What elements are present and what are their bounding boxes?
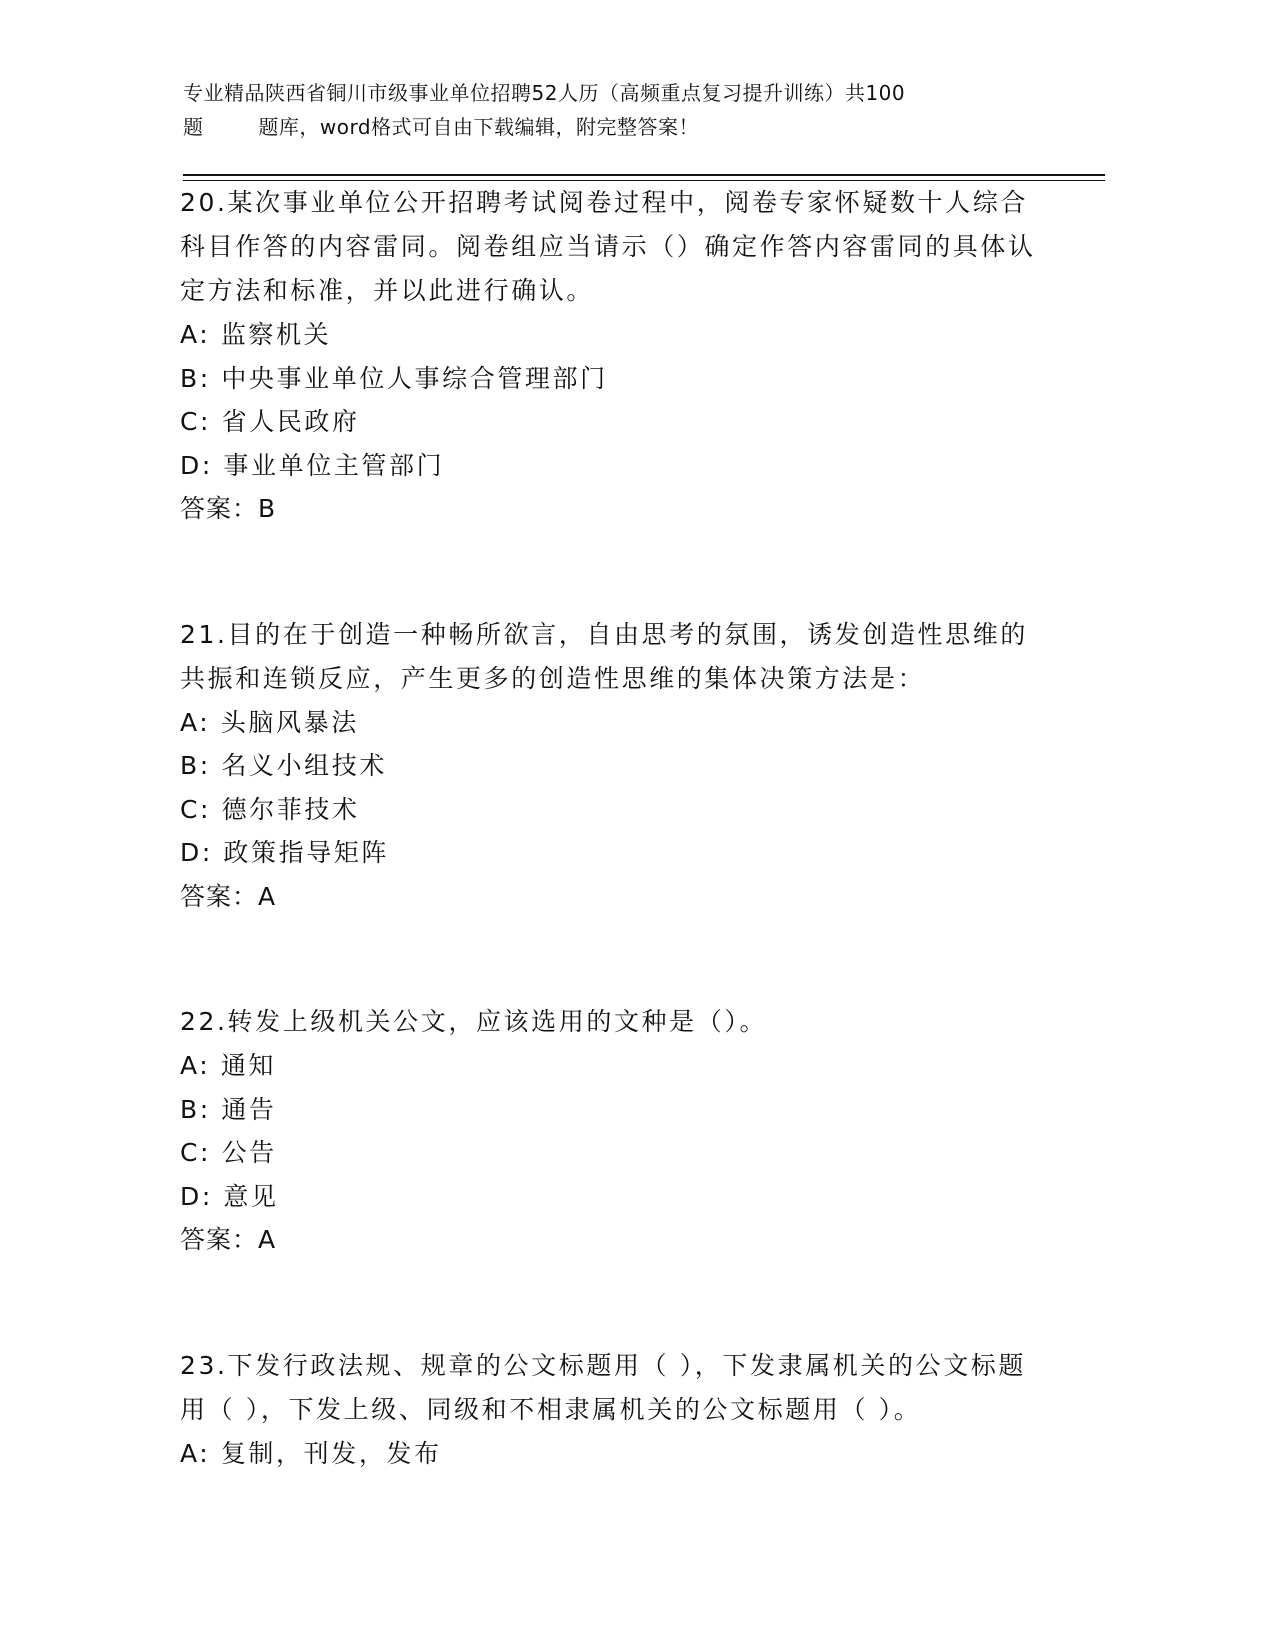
question-stem: 22.转发上级机关公文，应该选用的文种是（）。 (180, 1007, 768, 1036)
option-d: D: 政策指导矩阵 (180, 838, 390, 867)
option-a: A: 监察机关 (180, 320, 332, 349)
question-spacer (180, 1262, 1080, 1344)
option-c: C: 省人民政府 (180, 407, 360, 436)
answer-line: 答案：B (180, 494, 277, 523)
answer-line: 答案：A (180, 1225, 277, 1254)
option-c: C: 公告 (180, 1138, 277, 1167)
question-spacer (180, 531, 1080, 613)
document-header (183, 76, 1083, 144)
option-c: C: 德尔菲技术 (180, 794, 360, 824)
question-20 (180, 181, 1080, 531)
question-stem: 20.某次事业单位公开招聘考试阅卷过程中，阅卷专家怀疑数十人综合科目作答的内容雷同。阅卷组应当请示（）确定作答内容雷同的具体认定方法和标准，并以此进行确认。 (180, 188, 1036, 305)
question-22 (180, 1000, 1080, 1262)
option-b: B: 中央事业单位人事综合管理部门 (180, 363, 608, 393)
question-21 (180, 613, 1080, 919)
question-stem: 21.目的在于创造一种畅所欲言，自由思考的氛围，诱发创造性思维的共振和连锁反应，产生更多的创造性思维的集体决策方法是： (180, 619, 1028, 693)
option-d: D: 意见 (180, 1181, 279, 1211)
question-23 (180, 1344, 1080, 1476)
question-stem: 23.下发行政法规、规章的公文标题用（ ），下发隶属机关的公文标题用（ ），下发上级、同级和不相隶属机关的公文标题用（ ）。 (180, 1350, 1027, 1424)
header-title-line-1: 专业精品陕西省铜川市级事业单位招聘52人历（高频重点复习提升训练）共100 (183, 81, 906, 105)
option-b: B: 通告 (180, 1094, 277, 1124)
option-a: A: 通知 (180, 1051, 277, 1080)
option-a: A: 复制，刊发，发布 (180, 1438, 442, 1468)
question-list (180, 181, 1080, 1475)
header-title-line-2: 题 题库，word格式可自由下载编辑，附完整答案！ (183, 115, 700, 139)
option-a: A: 头脑风暴法 (180, 707, 359, 737)
question-spacer (180, 918, 1080, 1000)
option-b: B: 名义小组技术 (180, 751, 387, 780)
option-d: D: 事业单位主管部门 (180, 450, 445, 480)
header-divider-thick (183, 174, 1105, 176)
answer-line: 答案：A (180, 881, 277, 911)
